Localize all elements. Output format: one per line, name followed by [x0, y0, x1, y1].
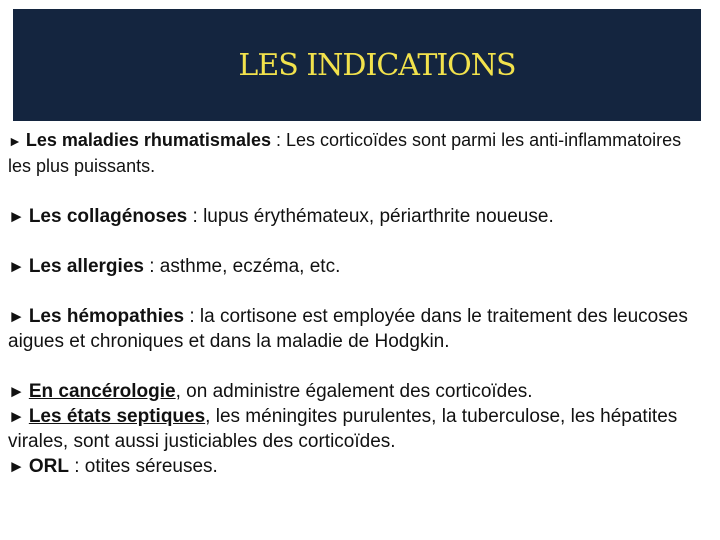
item-term: ORL	[28, 456, 69, 477]
right-pointing-triangle-icon: ►	[8, 133, 22, 149]
item-term: Les collagénoses	[28, 206, 188, 227]
item-text: : la cortisone est employée dans le traitement des leucoses aigues et chroniques et dans la maladie de Hodgkin.	[8, 306, 688, 352]
item-text: : otites séreuses.	[68, 456, 218, 477]
item-text: , on administre également des corticoïdes.	[175, 381, 533, 402]
item-term: Les allergies	[28, 256, 144, 277]
spacer	[8, 229, 704, 254]
list-item-etats-septiques	[8, 404, 704, 454]
list-item-collagenoses	[8, 204, 704, 229]
list-item-cancerologie	[8, 379, 704, 404]
item-text: : Les corticoïdes sont parmi les anti-inflammatoires les plus puissants.	[8, 130, 682, 176]
slide-title: LES INDICATIONS	[238, 47, 516, 83]
spacer	[8, 179, 704, 204]
list-item-hemopathies	[8, 304, 704, 354]
indications-list	[8, 128, 704, 479]
spacer	[8, 354, 704, 379]
item-text: , les méningites purulentes, la tuberculose, les hépatites virales, sont aussi justiciables des corticoïdes.	[8, 406, 678, 452]
right-pointing-triangle-icon: ►	[8, 382, 25, 401]
title-band	[13, 9, 701, 121]
item-term: Les hémopathies	[28, 306, 185, 327]
right-pointing-triangle-icon: ►	[8, 457, 25, 476]
list-item-allergies	[8, 254, 704, 279]
right-pointing-triangle-icon: ►	[8, 207, 25, 226]
item-term: Les états septiques	[28, 406, 206, 427]
right-pointing-triangle-icon: ►	[8, 257, 25, 276]
item-term: En cancérologie	[28, 381, 176, 402]
right-pointing-triangle-icon: ►	[8, 407, 25, 426]
right-pointing-triangle-icon: ►	[8, 307, 25, 326]
list-item-rhumatismales	[8, 128, 704, 179]
list-item-orl	[8, 454, 704, 479]
item-term: Les maladies rhumatismales	[25, 130, 271, 150]
item-text: : lupus érythémateux, périarthrite noueuse.	[187, 206, 554, 227]
item-text: : asthme, eczéma, etc.	[143, 256, 341, 277]
spacer	[8, 279, 704, 304]
